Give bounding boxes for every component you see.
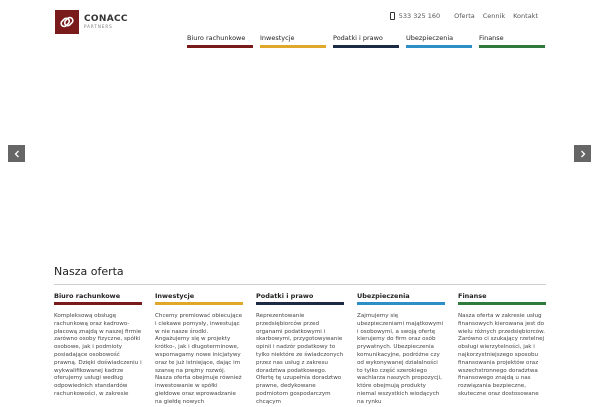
chevron-right-icon [579, 150, 587, 158]
nav-item-biuro-rachunkowe[interactable] [187, 34, 253, 48]
brand-name: CONACC [84, 14, 128, 24]
logo-mark-icon [55, 10, 79, 34]
offer-divider [54, 284, 546, 285]
offer-column-title[interactable]: Ubezpieczenia [357, 292, 410, 300]
nav-item-finanse[interactable] [479, 34, 545, 48]
nav-item-bar [187, 45, 253, 48]
brand-subtitle: PARTNERS [84, 24, 113, 29]
top-link-cennik[interactable]: Cennik [482, 12, 506, 20]
phone-icon [390, 12, 395, 20]
hero-slider [0, 58, 600, 248]
nav-item-bar [406, 45, 472, 48]
main-nav [187, 34, 552, 48]
nav-item-bar [479, 45, 545, 48]
offer-column-text: Nasza oferta w zakresie usług finansowych kierowana jest do wielu różnych przedsiębiorców. Zarówno ci szukający rzetelnej obsługi wierzytelności, jak i najkorzystniejszego sposobu finansowania projektów oraz wszechstronnego doradztwa finansowego znajdą u nas rozwiązania bezpieczne, skuteczne oraz dostosowane [458, 313, 545, 397]
nav-item-bar [260, 45, 326, 48]
offer-column-inwestycje [155, 292, 243, 405]
offer-column-bar [54, 302, 142, 305]
offer-column-bar [155, 302, 243, 305]
phone-number: 533 325 160 [398, 12, 441, 20]
offer-column-title[interactable]: Biuro rachunkowe [54, 292, 121, 300]
chevron-left-icon [13, 150, 21, 158]
nav-item-ubezpieczenia[interactable] [406, 34, 472, 48]
nav-item-label: Biuro rachunkowe [187, 34, 246, 42]
nav-item-label: Podatki i prawo [333, 34, 383, 42]
offer-column-title[interactable]: Finanse [458, 292, 487, 300]
nav-item-label: Ubezpieczenia [406, 34, 454, 42]
offer-column-bar [256, 302, 344, 305]
top-link-kontakt[interactable]: Kontakt [513, 12, 538, 20]
offer-column-text: Reprezentowanie przedsiębiorców przed organami podatkowymi i skarbowymi, przygotowywanie opinii i nadzór podatkowy to tylko niektóre ze świadczonych przez nas usług z zakresu doradztwa podatkowego. Ofertę tę uzupełnia doradztwo prawne, dedykowane podmiotom gospodarczym chcącym [256, 313, 344, 405]
nav-item-podatki-i-prawo[interactable] [333, 34, 399, 48]
nav-item-inwestycje[interactable] [260, 34, 326, 48]
offer-column-title[interactable]: Inwestycje [155, 292, 195, 300]
offer-column-ubezpieczenia [357, 292, 445, 405]
phone-contact[interactable] [390, 12, 440, 20]
offer-column-text: Zajmujemy się ubezpieczeniami majątkowymi i osobowymi, a swoją ofertę kierujemy do firm oraz osób prywatnych. Ubezpieczenia komunikacyjne, podróżne czy od wykonywanej działalności to tylko część szerokiego wachlarza naszych propozycji, które obejmują produkty niemal wszystkich wiodących na rynku [357, 313, 444, 405]
nav-item-label: Finanse [479, 34, 504, 42]
nav-item-bar [333, 45, 399, 48]
offer-column-text: Kompleksową obsługę rachunkową oraz kadrowo-płacową znajdą w naszej firmie zarówno osoby fizyczne, spółki osobowe, jak i podmioty posiadające osobowość prawną. Dzięki doświadczeniu i wykwalifikowanej kadrze oferujemy usługi według odpowiednich standardów rachunkowości, w zakresie [54, 313, 142, 397]
offer-column-biuro-rachunkowe [54, 292, 142, 405]
nav-item-label: Inwestycje [260, 34, 295, 42]
top-bar [390, 12, 538, 20]
offer-columns [54, 292, 546, 405]
slider-next-button[interactable] [574, 145, 591, 162]
offer-heading: Nasza oferta [54, 265, 124, 278]
offer-column-bar [458, 302, 546, 305]
slider-prev-button[interactable] [8, 145, 25, 162]
offer-column-bar [357, 302, 445, 305]
offer-column-text: Chcemy premiować obiecujące i ciekawe pomysły, inwestując w nie nasze środki. Angażujemy się w projekty krótko-, jak i długoterminowe, wspomagamy nowe inicjatywy oraz te już istniejące, dając im szansę na prężny rozwój. Nasza oferta obejmuje również inwestowanie w spółki giełdowe oraz wprowadzanie na giełdę nowych [155, 313, 243, 405]
offer-column-title[interactable]: Podatki i prawo [256, 292, 314, 300]
offer-column-finanse [458, 292, 546, 405]
offer-column-podatki-i-prawo [256, 292, 344, 405]
brand-logo[interactable] [55, 10, 128, 34]
top-link-oferta[interactable]: Oferta [454, 12, 475, 20]
